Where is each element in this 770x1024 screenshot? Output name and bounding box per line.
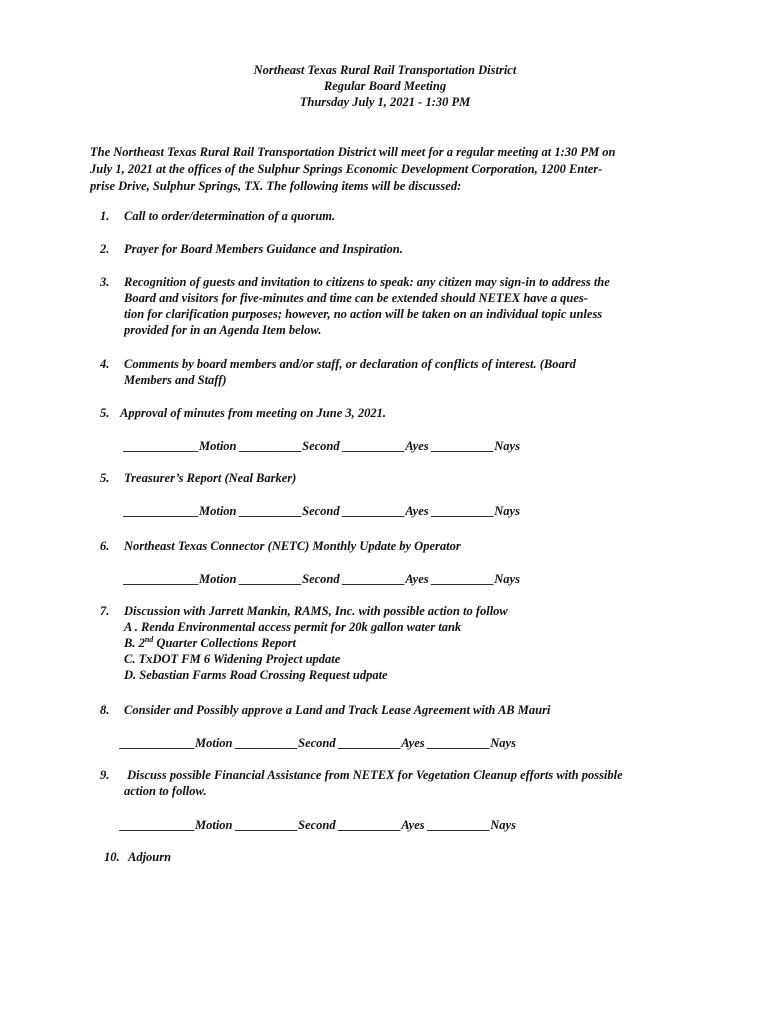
vote-line: ____________Motion __________Second __________Ayes __________Nays: [124, 572, 520, 586]
item-number: 5.: [100, 471, 110, 485]
item-text: Adjourn: [128, 850, 172, 864]
item-text: Prayer for Board Members Guidance and Inspiration.: [124, 242, 403, 256]
item-text: Approval of minutes from meeting on June 3, 2021.: [120, 406, 386, 420]
sub-item-c: C. TxDOT FM 6 Widening Project update: [124, 652, 341, 666]
sub-item-d: D. Sebastian Farms Road Crossing Request udpate: [124, 668, 388, 682]
document-header: [0, 62, 770, 110]
item-text: Treasurer’s Report (Neal Barker): [124, 471, 297, 485]
item-number: 8.: [100, 703, 110, 717]
item-number: 9.: [100, 768, 110, 782]
item-number: 7.: [100, 604, 110, 618]
item-text: Comments by board members and/or staff, or declaration of conflicts of interest. (Board: [124, 357, 576, 371]
item-text: provided for in an Agenda Item below.: [124, 323, 322, 337]
item-number: 2.: [100, 242, 110, 256]
item-text: A . Renda Environmental access permit for 20k gallon water tank: [124, 620, 462, 634]
item-text: Discussion with Jarrett Mankin, RAMS, Inc. with possible action to follow: [124, 604, 508, 618]
meeting-date: Thursday July 1, 2021 - 1:30 PM: [299, 95, 471, 109]
item-number: 4.: [100, 357, 110, 371]
intro-line: The Northeast Texas Rural Rail Transportation District will meet for a regular meeting at 1:30 PM on: [90, 145, 616, 159]
item-text: Members and Staff): [124, 373, 227, 387]
item-text: Call to order/determination of a quorum.: [124, 209, 336, 223]
sub-item-b: B. 2nd Quarter Collections Report: [124, 634, 297, 650]
item-text: action to follow.: [124, 784, 207, 798]
item-text: tion for clarification purposes; however, no action will be taken on an individual topic unless: [124, 307, 603, 321]
vote-line: ____________Motion __________Second __________Ayes __________Nays: [124, 504, 520, 518]
item-number: 10.: [104, 850, 120, 864]
item-number: 3.: [100, 275, 110, 289]
item-number: 5.: [100, 406, 110, 420]
district-name: Northeast Texas Rural Rail Transportation District: [253, 63, 517, 77]
intro-line: prise Drive, Sulphur Springs, TX. The following items will be discussed:: [90, 179, 462, 193]
item-text: Recognition of guests and invitation to citizens to speak: any citizen may sign-in to address the: [124, 275, 610, 289]
item-text: Consider and Possibly approve a Land and Track Lease Agreement with AB Mauri: [124, 703, 551, 717]
vote-line: ____________Motion __________Second __________Ayes __________Nays: [120, 736, 516, 750]
intro-paragraph: [90, 144, 690, 195]
item-text: Board and visitors for five-minutes and time can be extended should NETEX have a ques-: [124, 291, 588, 305]
item-text: Discuss possible Financial Assistance from NETEX for Vegetation Cleanup efforts with possible: [124, 768, 623, 782]
item-text: Northeast Texas Connector (NETC) Monthly Update by Operator: [124, 539, 461, 553]
intro-line: July 1, 2021 at the offices of the Sulphur Springs Economic Development Corporation, 1200 Enter-: [90, 162, 603, 176]
meeting-type: Regular Board Meeting: [323, 79, 447, 93]
vote-line: ____________Motion __________Second __________Ayes __________Nays: [120, 818, 516, 832]
vote-line: ____________Motion __________Second __________Ayes __________Nays: [124, 439, 520, 453]
item-number: 6.: [100, 539, 110, 553]
item-number: 1.: [100, 209, 110, 223]
